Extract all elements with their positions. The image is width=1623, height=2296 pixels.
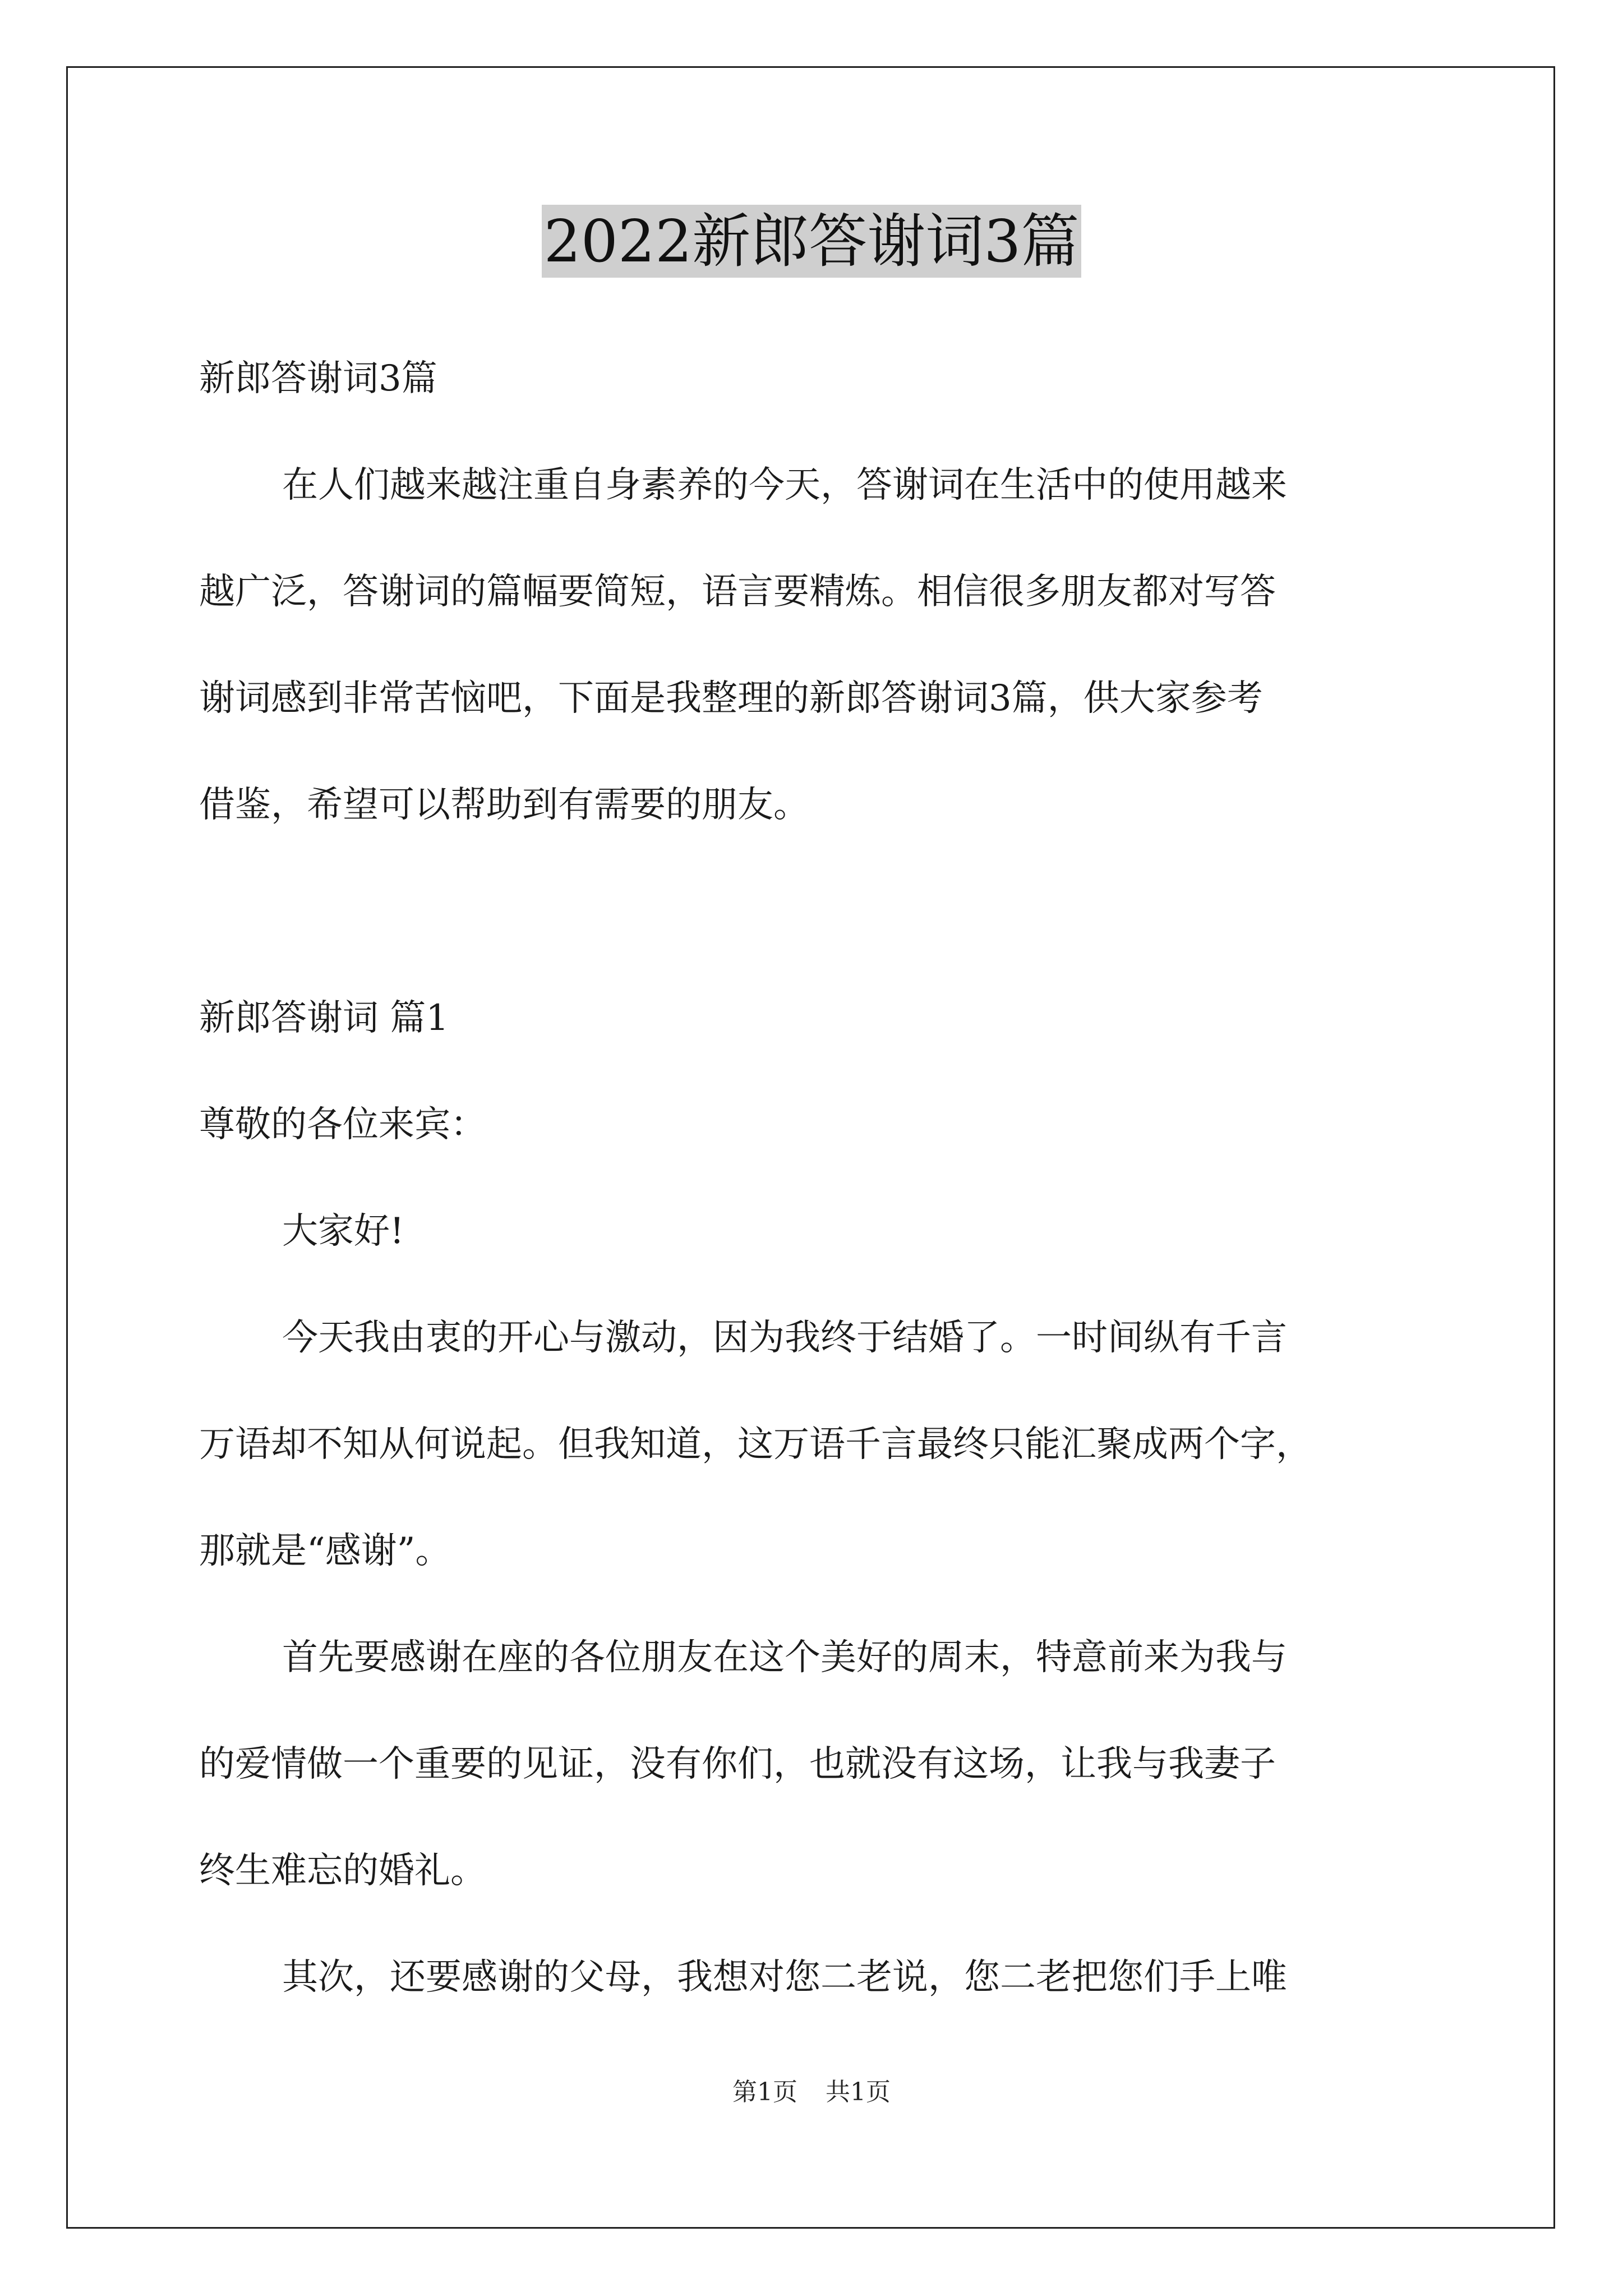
subtitle: 新郎答谢词3篇 bbox=[199, 358, 437, 399]
page-footer bbox=[0, 2076, 1623, 2109]
para1-line-2: 万语却不知从何说起。但我知道，这万语千言最终只能汇聚成两个字， bbox=[199, 1424, 1312, 1465]
para1-line-1: 今天我由衷的开心与激动，因为我终于结婚了。一时间纵有千言 bbox=[282, 1317, 1287, 1359]
page-number-total: 共1页 bbox=[826, 2078, 891, 2106]
page-number-current: 第1页 bbox=[732, 2078, 797, 2106]
salutation: 尊敬的各位来宾： bbox=[199, 1104, 486, 1145]
para2-line-3: 终生难忘的婚礼。 bbox=[199, 1850, 486, 1892]
para1-line-3: 那就是“感谢”。 bbox=[199, 1530, 451, 1572]
para2-line-2: 的爱情做一个重要的见证，没有你们，也就没有这场，让我与我妻子 bbox=[199, 1743, 1276, 1785]
greeting: 大家好! bbox=[282, 1211, 404, 1252]
para2-line-1: 首先要感谢在座的各位朋友在这个美好的周末，特意前来为我与 bbox=[282, 1637, 1287, 1678]
para3-line-1: 其次，还要感谢的父母，我想对您二老说，您二老把您们手上唯 bbox=[282, 1957, 1287, 1998]
intro-line-2: 越广泛，答谢词的篇幅要简短，语言要精炼。相信很多朋友都对写答 bbox=[199, 571, 1276, 613]
document-title: 2022新郎答谢词3篇 bbox=[542, 205, 1082, 278]
intro-line-4: 借鉴，希望可以帮助到有需要的朋友。 bbox=[199, 784, 809, 826]
intro-line-1: 在人们越来越注重自身素养的今天，答谢词在生活中的使用越来 bbox=[282, 464, 1287, 506]
title-wrap bbox=[0, 205, 1623, 278]
intro-line-3: 谢词感到非常苦恼吧，下面是我整理的新郎答谢词3篇，供大家参考 bbox=[199, 678, 1263, 719]
section-heading: 新郎答谢词 篇1 bbox=[199, 997, 449, 1039]
